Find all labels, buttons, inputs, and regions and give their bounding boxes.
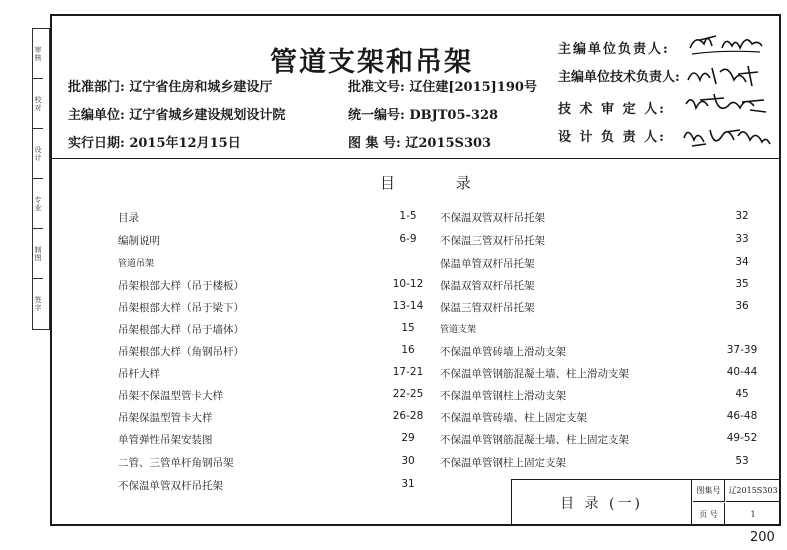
toc-entry-label: 不保温单管钢柱上固定支架 xyxy=(440,457,566,469)
toc-entry-page: 35 xyxy=(735,278,749,290)
toc-entry-label: 吊架根部大样（角钢吊杆） xyxy=(118,346,244,358)
toc-entry-page: 33 xyxy=(735,233,749,245)
toc-entry-label: 不保温单管双杆吊托架 xyxy=(118,480,223,492)
toc-entry-page: 31 xyxy=(401,478,415,490)
atlas-number: 图 集 号: 辽2015S303 xyxy=(348,136,492,151)
handwritten-signature xyxy=(678,120,773,154)
toc-section-label: 管道吊架 xyxy=(118,259,155,269)
toc-entry-page: 26-28 xyxy=(392,410,424,422)
toc-entry-page: 53 xyxy=(735,455,749,467)
side-strip xyxy=(32,28,50,330)
atlas-number-label: 图集号 xyxy=(693,480,725,502)
toc-entry-page: 17-21 xyxy=(392,366,424,378)
toc-entry-label: 不保温单管砖墙、柱上固定支架 xyxy=(440,412,587,424)
handwritten-signature xyxy=(682,60,767,90)
signature-label: 主编单位技术负责人: xyxy=(558,70,680,85)
approval-doc: 批准文号: 辽住建[2015]190号 xyxy=(348,80,537,95)
toc-entry-label: 编制说明 xyxy=(118,235,160,247)
toc-entry-label: 吊杆大样 xyxy=(118,368,160,380)
toc-entry-label: 目录 xyxy=(118,212,139,224)
toc-title: 目 录 xyxy=(380,174,499,192)
toc-entry-page: 49-52 xyxy=(726,432,758,444)
toc-entry-page: 30 xyxy=(401,455,415,467)
toc-entry-page: 1-5 xyxy=(399,210,417,222)
toc-entry-label: 保温三管双杆吊托架 xyxy=(440,302,535,314)
toc-entry-page: 15 xyxy=(401,322,415,334)
toc-entry-page: 32 xyxy=(735,210,749,222)
toc-entry-label: 不保温单管钢筋混凝土墙、柱上滑动支架 xyxy=(440,368,629,380)
toc-entry-page: 46-48 xyxy=(726,410,758,422)
unified-number: 统一编号: DBJT05-328 xyxy=(348,108,499,123)
toc-entry-page: 36 xyxy=(735,300,749,312)
toc-entry-label: 吊架根部大样（吊于墙体） xyxy=(118,324,244,336)
title-block xyxy=(511,479,781,526)
toc-section-label: 管道支架 xyxy=(440,325,477,335)
toc-entry-page: 45 xyxy=(735,388,749,400)
toc-entry-label: 不保温双管双杆吊托架 xyxy=(440,212,545,224)
title-block-name: 目 录 (一) xyxy=(512,480,692,525)
toc-entry-page: 34 xyxy=(735,256,749,268)
toc-entry-label: 不保温单管钢柱上滑动支架 xyxy=(440,390,566,402)
side-cell: 专业 xyxy=(33,179,43,229)
toc-entry-label: 单管弹性吊架安装图 xyxy=(118,434,213,446)
handwritten-signature xyxy=(682,26,767,60)
toc-entry-page: 22-25 xyxy=(392,388,424,400)
effective-date: 实行日期: 2015年12月15日 xyxy=(68,136,241,151)
toc-entry-page: 16 xyxy=(401,344,415,356)
toc-entry-label: 吊架保温型管卡大样 xyxy=(118,412,213,424)
atlas-number-value: 辽2015S303 xyxy=(726,480,780,502)
side-cell: 设计 xyxy=(33,129,43,179)
toc-entry-label: 不保温三管双杆吊托架 xyxy=(440,235,545,247)
header xyxy=(50,14,781,159)
signature-label: 设 计 负 责 人: xyxy=(558,130,666,145)
page-title: 管道支架和吊架 xyxy=(270,47,473,78)
toc-entry-label: 吊架不保温型管卡大样 xyxy=(118,390,223,402)
editor-unit: 主编单位: 辽宁省城乡建设规划设计院 xyxy=(68,108,286,123)
toc-entry-label: 二管、三管单杆角钢吊架 xyxy=(118,457,234,469)
toc-entry-page: 13-14 xyxy=(392,300,424,312)
toc-entry-label: 保温双管双杆吊托架 xyxy=(440,280,535,292)
signature-label: 主编单位负责人: xyxy=(558,42,670,57)
toc-entry-page: 37-39 xyxy=(726,344,758,356)
toc-entry-page: 40-44 xyxy=(726,366,758,378)
side-cell: 审核 xyxy=(33,29,43,79)
toc-entry-label: 不保温单管钢筋混凝土墙、柱上固定支架 xyxy=(440,434,629,446)
approval-dept: 批准部门: 辽宁省住房和城乡建设厅 xyxy=(68,80,273,95)
page-number-value: 1 xyxy=(750,509,756,519)
toc-entry-page: 6-9 xyxy=(399,233,417,245)
page-number-label: 页 号 xyxy=(693,503,725,525)
toc-entry-page: 29 xyxy=(401,432,415,444)
page-number: 200 xyxy=(750,530,775,545)
toc-entry-label: 吊架根部大样（吊于梁下） xyxy=(118,302,244,314)
toc-entry-label: 吊架根部大样（吊于楼板） xyxy=(118,280,244,292)
toc-entry-label: 保温单管双杆吊托架 xyxy=(440,258,535,270)
signature-label: 技 术 审 定 人: xyxy=(558,102,666,117)
side-cell: 校对 xyxy=(33,79,43,129)
side-cell: 签字 xyxy=(34,296,42,312)
toc-entry-page: 10-12 xyxy=(392,278,424,290)
handwritten-signature xyxy=(680,90,770,120)
toc-entry-label: 不保温单管砖墙上滑动支架 xyxy=(440,346,566,358)
side-cell: 制图 xyxy=(33,229,43,279)
